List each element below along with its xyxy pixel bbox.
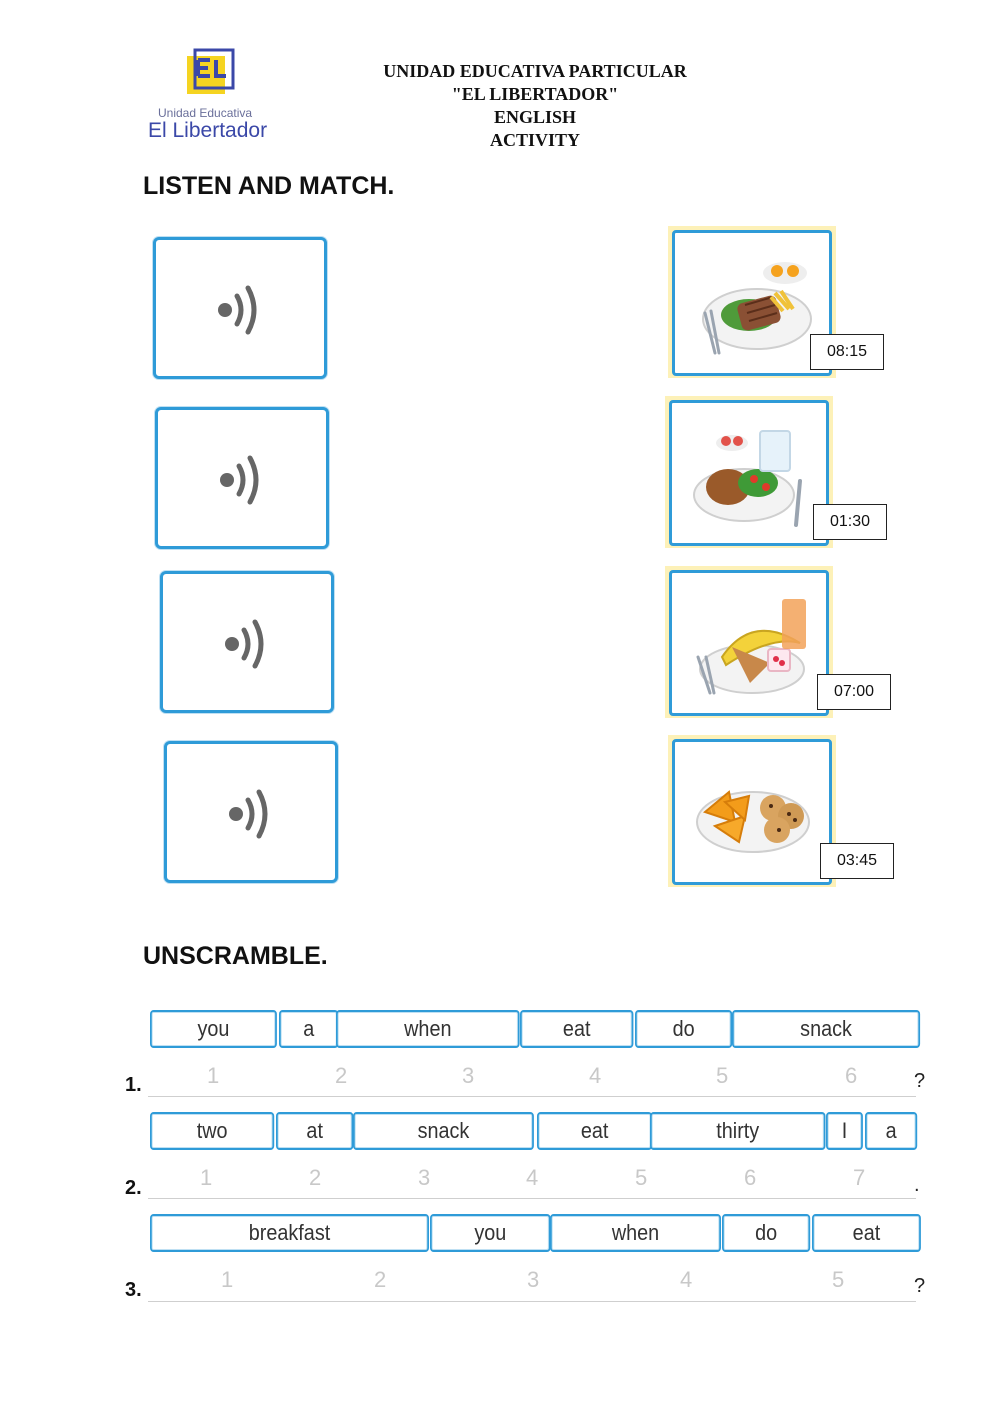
- school-line: "EL LIBERTADOR": [451, 84, 619, 104]
- drop-slot-6[interactable]: 6: [744, 1165, 757, 1190]
- match-card-2[interactable]: [665, 396, 871, 548]
- school-line: ENGLISH: [493, 107, 577, 127]
- word-chip[interactable]: thirty: [650, 1112, 826, 1150]
- word-chip[interactable]: a: [865, 1112, 917, 1150]
- audio-button-2[interactable]: [155, 407, 329, 549]
- speaker-wave-icon: [222, 786, 282, 842]
- drop-slot-5[interactable]: 5: [832, 1267, 845, 1292]
- school-logo: [140, 46, 280, 146]
- question-number: 1.: [125, 1074, 142, 1096]
- match-card-3[interactable]: [665, 566, 875, 718]
- word-chip[interactable]: at: [276, 1112, 353, 1150]
- drop-slot-1[interactable]: 1: [207, 1063, 220, 1088]
- word-chip[interactable]: breakfast: [150, 1214, 429, 1252]
- drop-slot-6[interactable]: 6: [845, 1063, 858, 1088]
- time-label: 03:45: [820, 843, 894, 879]
- drop-slot-5[interactable]: 5: [635, 1165, 648, 1190]
- time-label: 07:00: [817, 674, 891, 710]
- question-number: 3.: [125, 1279, 142, 1301]
- word-chip[interactable]: when: [336, 1010, 520, 1048]
- speaker-wave-icon: [218, 616, 278, 672]
- word-chip[interactable]: when: [550, 1214, 721, 1252]
- audio-button-3[interactable]: [160, 571, 334, 713]
- logo-mark-icon: [140, 46, 280, 106]
- drop-slot-2[interactable]: 2: [309, 1165, 322, 1190]
- drop-slot-1[interactable]: 1: [200, 1165, 213, 1190]
- school-line: ACTIVITY: [489, 130, 581, 150]
- word-chip[interactable]: snack: [732, 1010, 920, 1048]
- word-chip[interactable]: eat: [520, 1010, 633, 1048]
- speaker-wave-icon: [213, 452, 273, 508]
- chicken-salad-plate-icon: [672, 403, 826, 543]
- answer-line: [148, 1096, 916, 1097]
- word-chip[interactable]: snack: [353, 1112, 534, 1150]
- word-chip[interactable]: eat: [537, 1112, 652, 1150]
- drop-slot-1[interactable]: 1: [221, 1267, 234, 1292]
- breakfast-plate-icon: [672, 573, 826, 713]
- logo-title: El Libertador: [148, 119, 268, 142]
- food-image: [672, 739, 832, 885]
- drop-slot-7[interactable]: 7: [853, 1165, 866, 1190]
- question-end-mark: ?: [914, 1070, 926, 1092]
- speaker-wave-icon: [211, 282, 271, 338]
- steak-plate-icon: [675, 233, 829, 373]
- answer-line: [148, 1301, 916, 1302]
- school-line: UNIDAD EDUCATIVA PARTICULAR: [383, 61, 687, 81]
- drop-slot-2[interactable]: 2: [374, 1267, 387, 1292]
- listen-section-title: LISTEN AND MATCH.: [143, 172, 395, 200]
- word-chip[interactable]: I: [826, 1112, 863, 1150]
- time-label: 08:15: [810, 334, 884, 370]
- word-chip[interactable]: do: [722, 1214, 810, 1252]
- question-number: 2.: [125, 1177, 142, 1199]
- food-image: [672, 230, 832, 376]
- drop-slot-3[interactable]: 3: [527, 1267, 540, 1292]
- drop-slot-2[interactable]: 2: [335, 1063, 348, 1088]
- drop-slot-5[interactable]: 5: [716, 1063, 729, 1088]
- answer-line: [148, 1198, 916, 1199]
- drop-slot-4[interactable]: 4: [680, 1267, 693, 1292]
- drop-slot-4[interactable]: 4: [589, 1063, 602, 1088]
- word-chip[interactable]: two: [150, 1112, 274, 1150]
- word-chip[interactable]: do: [635, 1010, 732, 1048]
- word-chip[interactable]: a: [279, 1010, 338, 1048]
- question-end-mark: ?: [914, 1275, 926, 1297]
- time-label: 01:30: [813, 504, 887, 540]
- audio-button-4[interactable]: [164, 741, 338, 883]
- logo-subtitle: Unidad Educativa: [158, 106, 253, 120]
- audio-button-1[interactable]: [153, 237, 327, 379]
- match-card-4[interactable]: [668, 735, 878, 887]
- word-chip[interactable]: eat: [812, 1214, 921, 1252]
- question-end-mark: .: [914, 1174, 920, 1196]
- drop-slot-4[interactable]: 4: [526, 1165, 539, 1190]
- snack-plate-icon: [675, 742, 829, 882]
- match-card-1[interactable]: [668, 226, 868, 378]
- word-chip[interactable]: you: [150, 1010, 277, 1048]
- drop-slot-3[interactable]: 3: [418, 1165, 431, 1190]
- word-chip[interactable]: you: [430, 1214, 551, 1252]
- unscramble-section-title: UNSCRAMBLE.: [143, 942, 328, 970]
- school-heading: [330, 60, 740, 152]
- drop-slot-3[interactable]: 3: [462, 1063, 475, 1088]
- food-image: [669, 400, 829, 546]
- food-image: [669, 570, 829, 716]
